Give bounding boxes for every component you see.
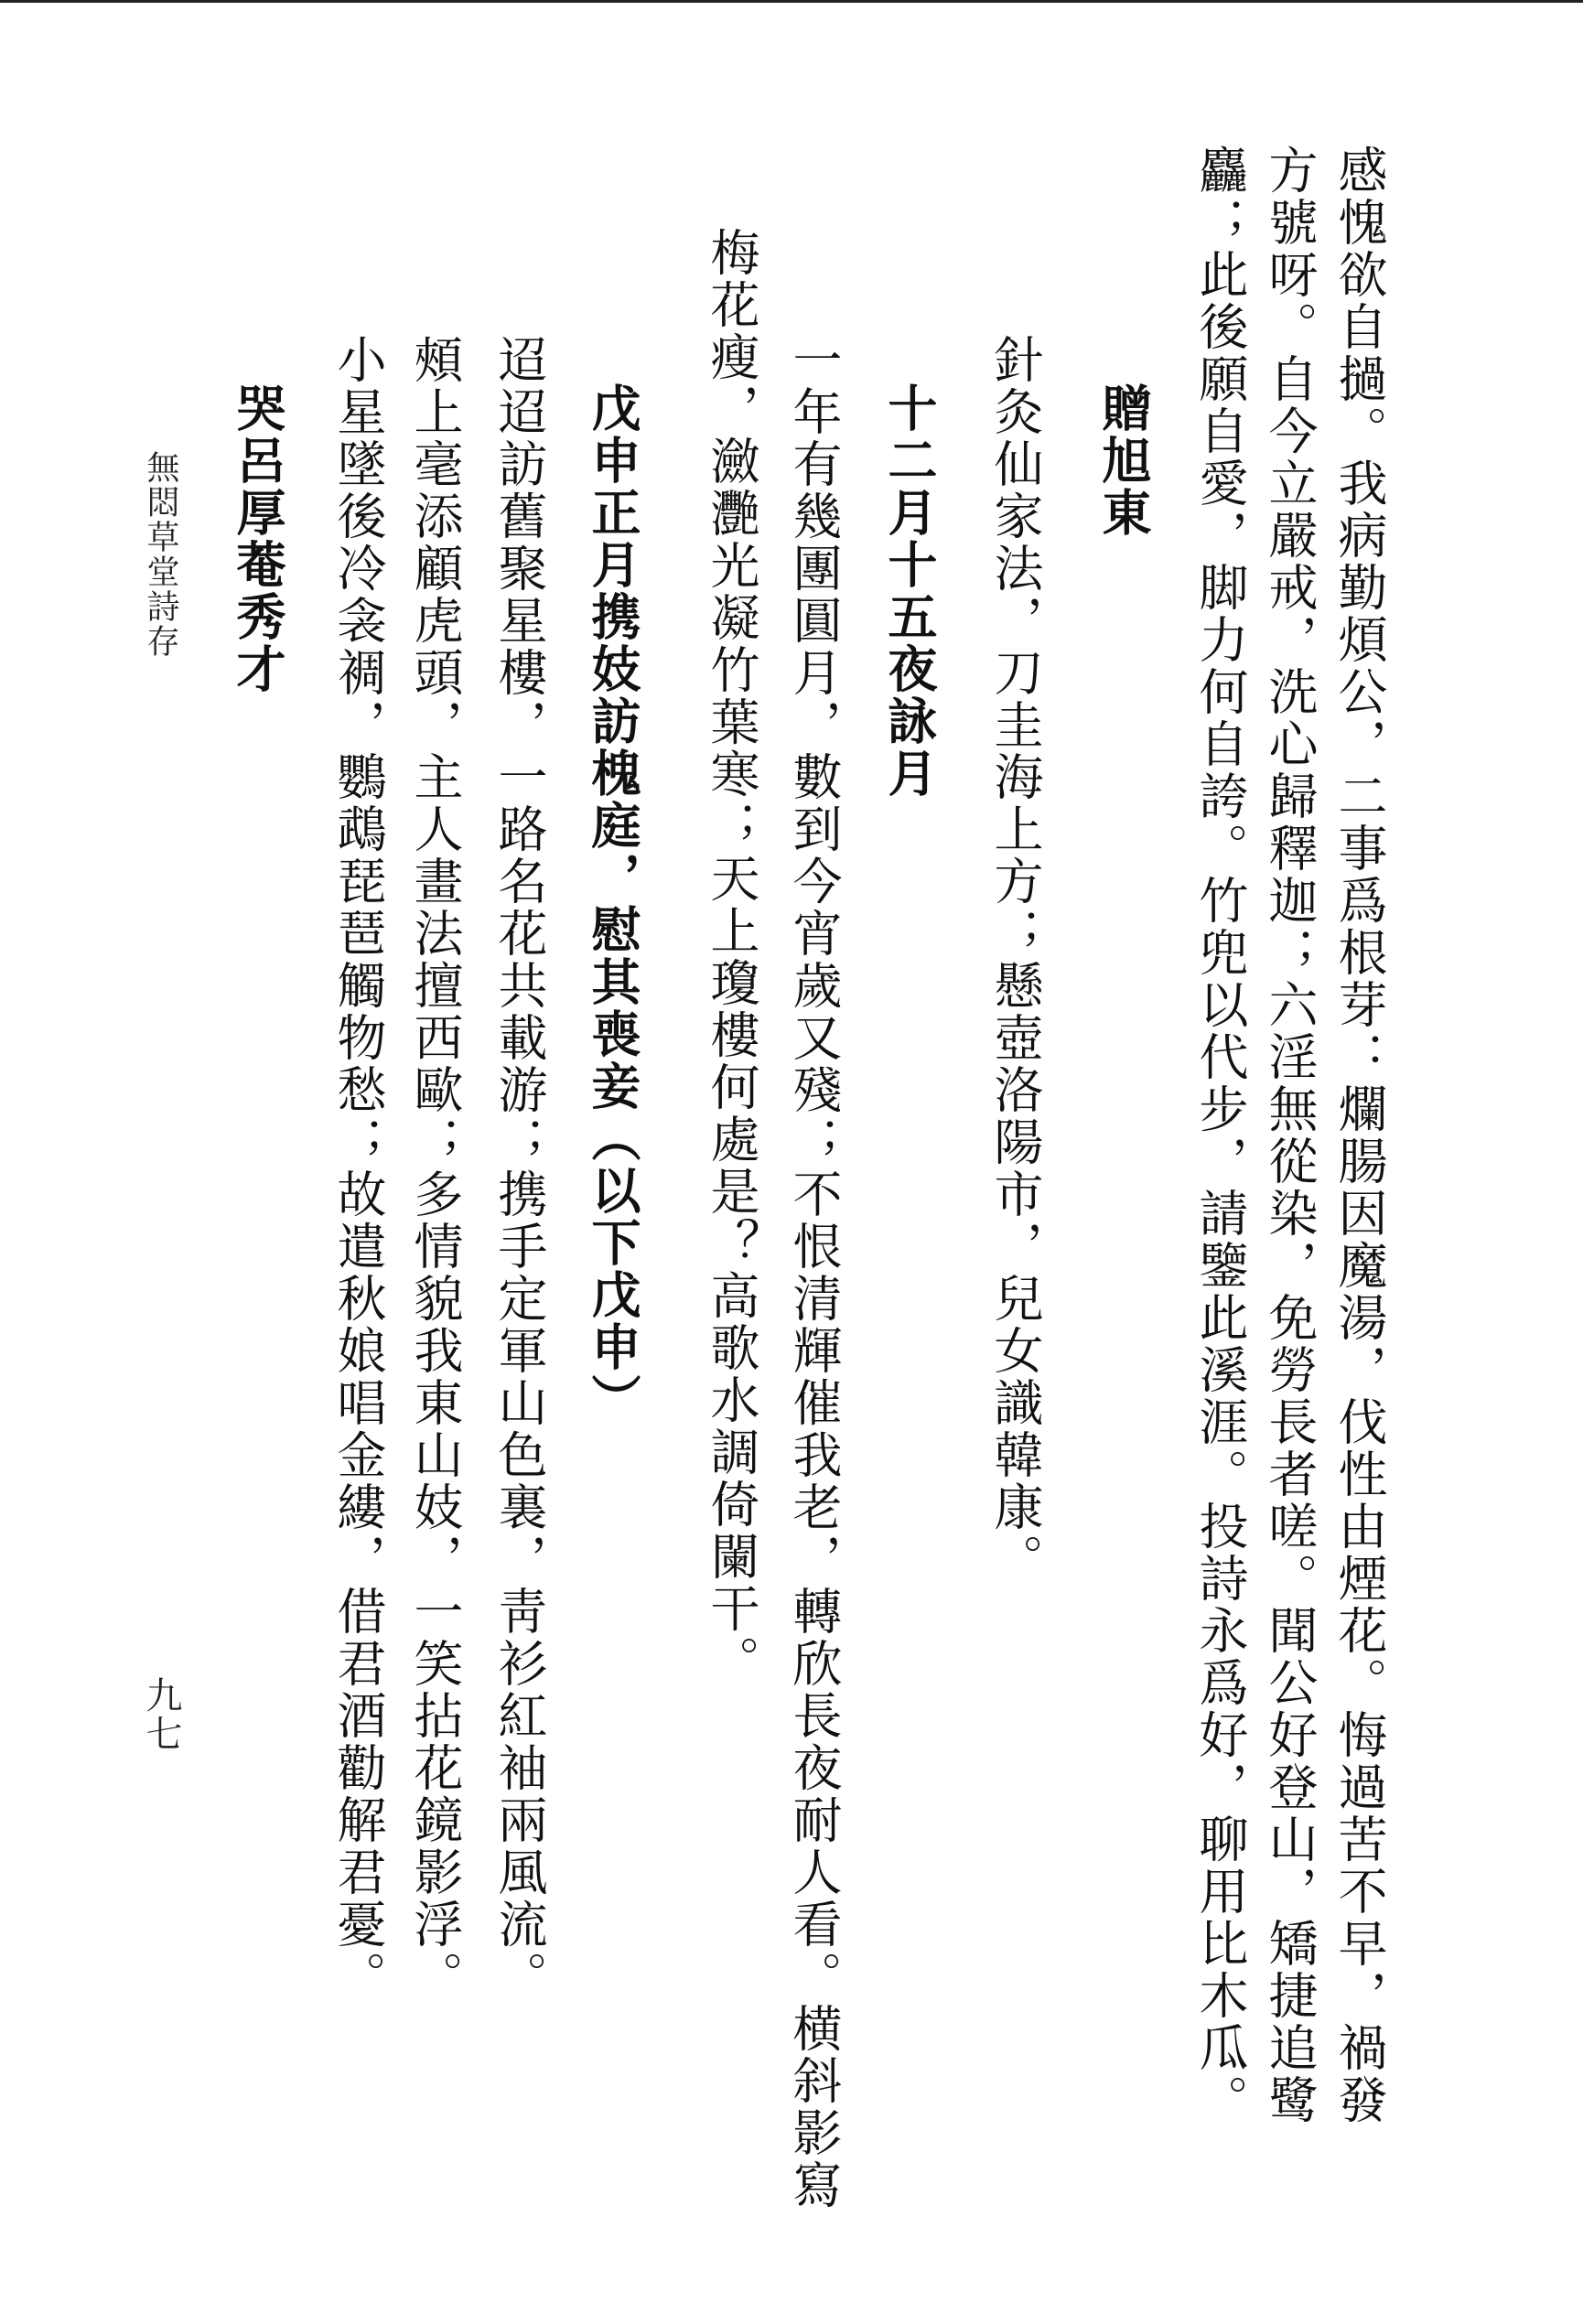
poem-title-3: 戊申正月携妓訪槐庭，慰其喪妾（以下戊申）	[584, 382, 641, 1426]
text-column-5: 針灸仙家法，刀圭海上方；懸壺洛陽市，兒女識韓康。	[986, 334, 1044, 1586]
page-number: 九七	[140, 1676, 182, 1753]
poem-title-4: 哭呂厚菴秀才	[229, 382, 286, 695]
text-column-7: 一年有幾團圓月，數到今宵歲又殘；不恨清輝催我老，轉欣長夜耐人看。横斜影寫	[785, 334, 843, 2211]
top-border-line	[0, 0, 1583, 3]
poem-title-1: 贈旭東	[1094, 382, 1152, 539]
book-title: 無悶草堂詩存	[142, 450, 179, 659]
text-column-1: 感愧欲自撾。我病勤煩公，二事爲根芽：爛腸因魔湯，伐性由煙花。悔過苦不早，禍發	[1330, 145, 1388, 2126]
text-column-2: 方號呀。自今立嚴戒，洗心歸釋迦；六淫無從染，免勞長者嗟。聞公好登山，矯捷追鹭	[1261, 145, 1319, 2126]
text-column-10: 迢迢訪舊聚星樓，一路名花共載游；携手定軍山色裏，靑衫紅袖兩風流。	[490, 334, 548, 2003]
poem-title-2: 十二月十五夜詠月	[880, 382, 938, 800]
text-column-12: 小星墜後冷衾裯，鸚鵡琵琶觸物愁；故遣秋娘唱金縷，借君酒勸解君憂。	[329, 334, 387, 2003]
text-column-11: 頰上毫添顧虎頭，主人畫法擅西歐；多情貌我東山妓，一笑拈花鏡影浮。	[406, 334, 464, 2003]
text-column-8: 梅花瘦，瀲灧光凝竹葉寒；天上瓊樓何處是？高歌水調倚闌干。	[703, 227, 760, 1687]
text-column-3: 麤；此後願自愛，脚力何自誇。竹兜以代步，請鑒此溪涯。投詩永爲好，聊用比木瓜。	[1191, 145, 1249, 2126]
